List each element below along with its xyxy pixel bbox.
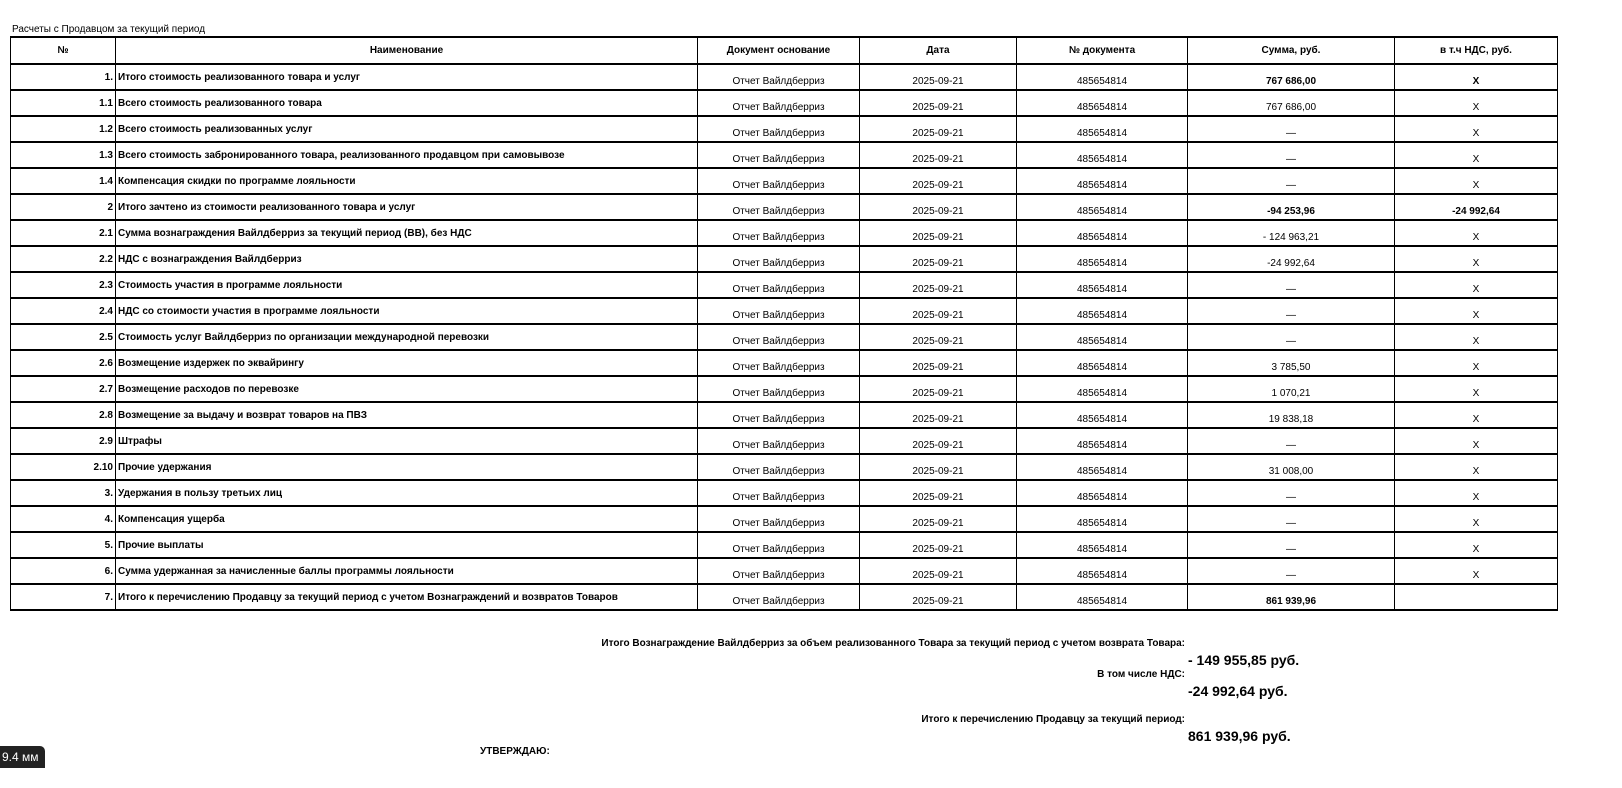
col-doc-number: № документа (1017, 37, 1188, 64)
measure-tooltip: 9.4 мм (0, 746, 45, 768)
row-name: Сумма удержанная за начисленные баллы программы лояльности (116, 558, 698, 584)
row-doc-number: 485654814 (1017, 90, 1188, 116)
row-sum: — (1188, 480, 1395, 506)
row-doc-number: 485654814 (1017, 428, 1188, 454)
table-row (11, 324, 1558, 350)
row-vat: X (1395, 272, 1558, 298)
row-doc-basis: Отчет Вайлдберриз (698, 168, 860, 194)
row-name: Сумма вознаграждения Вайлдберриз за текущий период (ВВ), без НДС (116, 220, 698, 246)
row-doc-number: 485654814 (1017, 272, 1188, 298)
table-header (11, 37, 1558, 64)
reward-label: Итого Вознаграждение Вайлдберриз за объем реализованного Товара за текущий период с учетом возврата Товара: (601, 638, 1185, 649)
table-row (11, 428, 1558, 454)
row-vat: X (1395, 506, 1558, 532)
row-vat: X (1395, 246, 1558, 272)
row-doc-basis: Отчет Вайлдберриз (698, 402, 860, 428)
row-vat: X (1395, 480, 1558, 506)
row-date: 2025-09-21 (860, 480, 1017, 506)
row-sum: — (1188, 116, 1395, 142)
row-vat: X (1395, 558, 1558, 584)
row-vat: X (1395, 454, 1558, 480)
row-sum: — (1188, 324, 1395, 350)
col-sum: Сумма, руб. (1188, 37, 1395, 64)
row-name: Всего стоимость реализованного товара (116, 90, 698, 116)
row-number: 2.3 (11, 272, 116, 298)
table-row (11, 298, 1558, 324)
settlement-table (10, 36, 1558, 611)
table-row (11, 90, 1558, 116)
row-doc-basis: Отчет Вайлдберриз (698, 64, 860, 90)
row-doc-basis: Отчет Вайлдберриз (698, 532, 860, 558)
table-row (11, 402, 1558, 428)
row-name: Прочие выплаты (116, 532, 698, 558)
row-name: Компенсация ущерба (116, 506, 698, 532)
row-number: 2 (11, 194, 116, 220)
col-name: Наименование (116, 37, 698, 64)
row-doc-number: 485654814 (1017, 194, 1188, 220)
row-doc-basis: Отчет Вайлдберриз (698, 298, 860, 324)
row-doc-number: 485654814 (1017, 350, 1188, 376)
row-date: 2025-09-21 (860, 454, 1017, 480)
row-vat: X (1395, 324, 1558, 350)
row-doc-number: 485654814 (1017, 220, 1188, 246)
row-doc-number: 485654814 (1017, 584, 1188, 610)
row-name: Стоимость услуг Вайлдберриз по организации международной перевозки (116, 324, 698, 350)
row-date: 2025-09-21 (860, 272, 1017, 298)
row-doc-basis: Отчет Вайлдберриз (698, 454, 860, 480)
row-date: 2025-09-21 (860, 168, 1017, 194)
table-row (11, 64, 1558, 90)
row-name: Итого зачтено из стоимости реализованного товара и услуг (116, 194, 698, 220)
row-name: Возмещение издержек по эквайрингу (116, 350, 698, 376)
row-sum: - 124 963,21 (1188, 220, 1395, 246)
row-name: Всего стоимость реализованных услуг (116, 116, 698, 142)
row-sum: 861 939,96 (1188, 584, 1395, 610)
row-doc-basis: Отчет Вайлдберриз (698, 428, 860, 454)
row-name: Прочие удержания (116, 454, 698, 480)
table-row (11, 558, 1558, 584)
row-sum: 31 008,00 (1188, 454, 1395, 480)
row-date: 2025-09-21 (860, 246, 1017, 272)
row-number: 4. (11, 506, 116, 532)
row-number: 2.1 (11, 220, 116, 246)
row-name: Итого стоимость реализованного товара и услуг (116, 64, 698, 90)
row-number: 2.6 (11, 350, 116, 376)
col-vat: в т.ч НДС, руб. (1395, 37, 1558, 64)
row-vat: X (1395, 298, 1558, 324)
row-vat: X (1395, 220, 1558, 246)
row-doc-basis: Отчет Вайлдберриз (698, 246, 860, 272)
row-date: 2025-09-21 (860, 558, 1017, 584)
row-number: 2.4 (11, 298, 116, 324)
row-sum: 767 686,00 (1188, 90, 1395, 116)
row-number: 6. (11, 558, 116, 584)
row-sum: -94 253,96 (1188, 194, 1395, 220)
row-doc-number: 485654814 (1017, 454, 1188, 480)
row-doc-basis: Отчет Вайлдберриз (698, 116, 860, 142)
row-date: 2025-09-21 (860, 428, 1017, 454)
row-vat: X (1395, 350, 1558, 376)
row-doc-number: 485654814 (1017, 168, 1188, 194)
table-row (11, 532, 1558, 558)
row-date: 2025-09-21 (860, 532, 1017, 558)
row-name: Стоимость участия в программе лояльности (116, 272, 698, 298)
row-name: Всего стоимость забронированного товара, реализованного продавцом при самовывозе (116, 142, 698, 168)
row-number: 5. (11, 532, 116, 558)
table-row (11, 350, 1558, 376)
row-doc-number: 485654814 (1017, 116, 1188, 142)
row-date: 2025-09-21 (860, 116, 1017, 142)
col-number: № (11, 37, 116, 64)
row-vat: -24 992,64 (1395, 194, 1558, 220)
table-row (11, 116, 1558, 142)
row-sum: — (1188, 558, 1395, 584)
table-row (11, 454, 1558, 480)
row-doc-number: 485654814 (1017, 532, 1188, 558)
row-vat: X (1395, 142, 1558, 168)
row-doc-number: 485654814 (1017, 298, 1188, 324)
row-number: 1.4 (11, 168, 116, 194)
row-doc-number: 485654814 (1017, 558, 1188, 584)
row-doc-basis: Отчет Вайлдберриз (698, 350, 860, 376)
col-date: Дата (860, 37, 1017, 64)
row-sum: -24 992,64 (1188, 246, 1395, 272)
row-name: Штрафы (116, 428, 698, 454)
row-date: 2025-09-21 (860, 64, 1017, 90)
row-doc-number: 485654814 (1017, 246, 1188, 272)
row-doc-basis: Отчет Вайлдберриз (698, 506, 860, 532)
row-doc-basis: Отчет Вайлдберриз (698, 584, 860, 610)
row-number: 2.8 (11, 402, 116, 428)
row-vat: X (1395, 116, 1558, 142)
row-date: 2025-09-21 (860, 506, 1017, 532)
section-title: Расчеты с Продавцом за текущий период (12, 24, 206, 35)
row-doc-number: 485654814 (1017, 506, 1188, 532)
row-vat: X (1395, 376, 1558, 402)
row-date: 2025-09-21 (860, 194, 1017, 220)
row-doc-basis: Отчет Вайлдберриз (698, 220, 860, 246)
row-name: НДС с вознаграждения Вайлдберриз (116, 246, 698, 272)
row-doc-number: 485654814 (1017, 376, 1188, 402)
row-doc-number: 485654814 (1017, 480, 1188, 506)
row-doc-number: 485654814 (1017, 324, 1188, 350)
row-doc-basis: Отчет Вайлдберриз (698, 480, 860, 506)
row-doc-basis: Отчет Вайлдберриз (698, 142, 860, 168)
row-number: 2.5 (11, 324, 116, 350)
table-row (11, 246, 1558, 272)
row-number: 2.2 (11, 246, 116, 272)
row-sum: — (1188, 272, 1395, 298)
vat-label: В том числе НДС: (1097, 669, 1185, 680)
row-name: Компенсация скидки по программе лояльности (116, 168, 698, 194)
row-doc-basis: Отчет Вайлдберриз (698, 376, 860, 402)
table-row (11, 376, 1558, 402)
table-row (11, 142, 1558, 168)
row-sum: 19 838,18 (1188, 402, 1395, 428)
row-doc-number: 485654814 (1017, 402, 1188, 428)
table-row (11, 272, 1558, 298)
row-number: 3. (11, 480, 116, 506)
row-date: 2025-09-21 (860, 220, 1017, 246)
row-number: 2.10 (11, 454, 116, 480)
col-doc-basis: Документ основание (698, 37, 860, 64)
row-vat: X (1395, 90, 1558, 116)
row-vat: X (1395, 402, 1558, 428)
row-number: 1. (11, 64, 116, 90)
row-doc-basis: Отчет Вайлдберриз (698, 194, 860, 220)
approve-label: УТВЕРЖДАЮ: (480, 746, 550, 757)
row-date: 2025-09-21 (860, 402, 1017, 428)
row-date: 2025-09-21 (860, 376, 1017, 402)
row-sum: — (1188, 142, 1395, 168)
row-number: 2.7 (11, 376, 116, 402)
row-vat (1395, 584, 1558, 610)
row-sum: — (1188, 532, 1395, 558)
table-row (11, 584, 1558, 610)
row-number: 2.9 (11, 428, 116, 454)
vat-value: -24 992,64 руб. (1188, 683, 1288, 699)
payout-value: 861 939,96 руб. (1188, 728, 1291, 744)
row-doc-number: 485654814 (1017, 142, 1188, 168)
table-row (11, 220, 1558, 246)
row-name: Итого к перечислению Продавцу за текущий период с учетом Вознаграждений и возвратов Товаров (116, 584, 698, 610)
row-sum: 1 070,21 (1188, 376, 1395, 402)
row-name: Удержания в пользу третьих лиц (116, 480, 698, 506)
row-doc-basis: Отчет Вайлдберриз (698, 324, 860, 350)
row-doc-basis: Отчет Вайлдберриз (698, 272, 860, 298)
row-number: 1.3 (11, 142, 116, 168)
row-name: НДС со стоимости участия в программе лояльности (116, 298, 698, 324)
row-doc-basis: Отчет Вайлдберриз (698, 558, 860, 584)
row-sum: — (1188, 168, 1395, 194)
row-name: Возмещение за выдачу и возврат товаров на ПВЗ (116, 402, 698, 428)
row-date: 2025-09-21 (860, 584, 1017, 610)
row-doc-basis: Отчет Вайлдберриз (698, 90, 860, 116)
row-vat: X (1395, 532, 1558, 558)
payout-label: Итого к перечислению Продавцу за текущий период: (921, 714, 1185, 725)
row-sum: — (1188, 298, 1395, 324)
row-date: 2025-09-21 (860, 324, 1017, 350)
table-row (11, 168, 1558, 194)
row-sum: 767 686,00 (1188, 64, 1395, 90)
row-doc-number: 485654814 (1017, 64, 1188, 90)
row-vat: X (1395, 64, 1558, 90)
row-sum: — (1188, 428, 1395, 454)
row-vat: X (1395, 428, 1558, 454)
row-vat: X (1395, 168, 1558, 194)
row-sum: — (1188, 506, 1395, 532)
row-number: 1.2 (11, 116, 116, 142)
row-number: 1.1 (11, 90, 116, 116)
row-name: Возмещение расходов по перевозке (116, 376, 698, 402)
row-sum: 3 785,50 (1188, 350, 1395, 376)
row-date: 2025-09-21 (860, 298, 1017, 324)
table-row (11, 506, 1558, 532)
row-number: 7. (11, 584, 116, 610)
row-date: 2025-09-21 (860, 90, 1017, 116)
reward-value: - 149 955,85 руб. (1188, 652, 1300, 668)
row-date: 2025-09-21 (860, 142, 1017, 168)
table-row (11, 194, 1558, 220)
table-row (11, 480, 1558, 506)
row-date: 2025-09-21 (860, 350, 1017, 376)
